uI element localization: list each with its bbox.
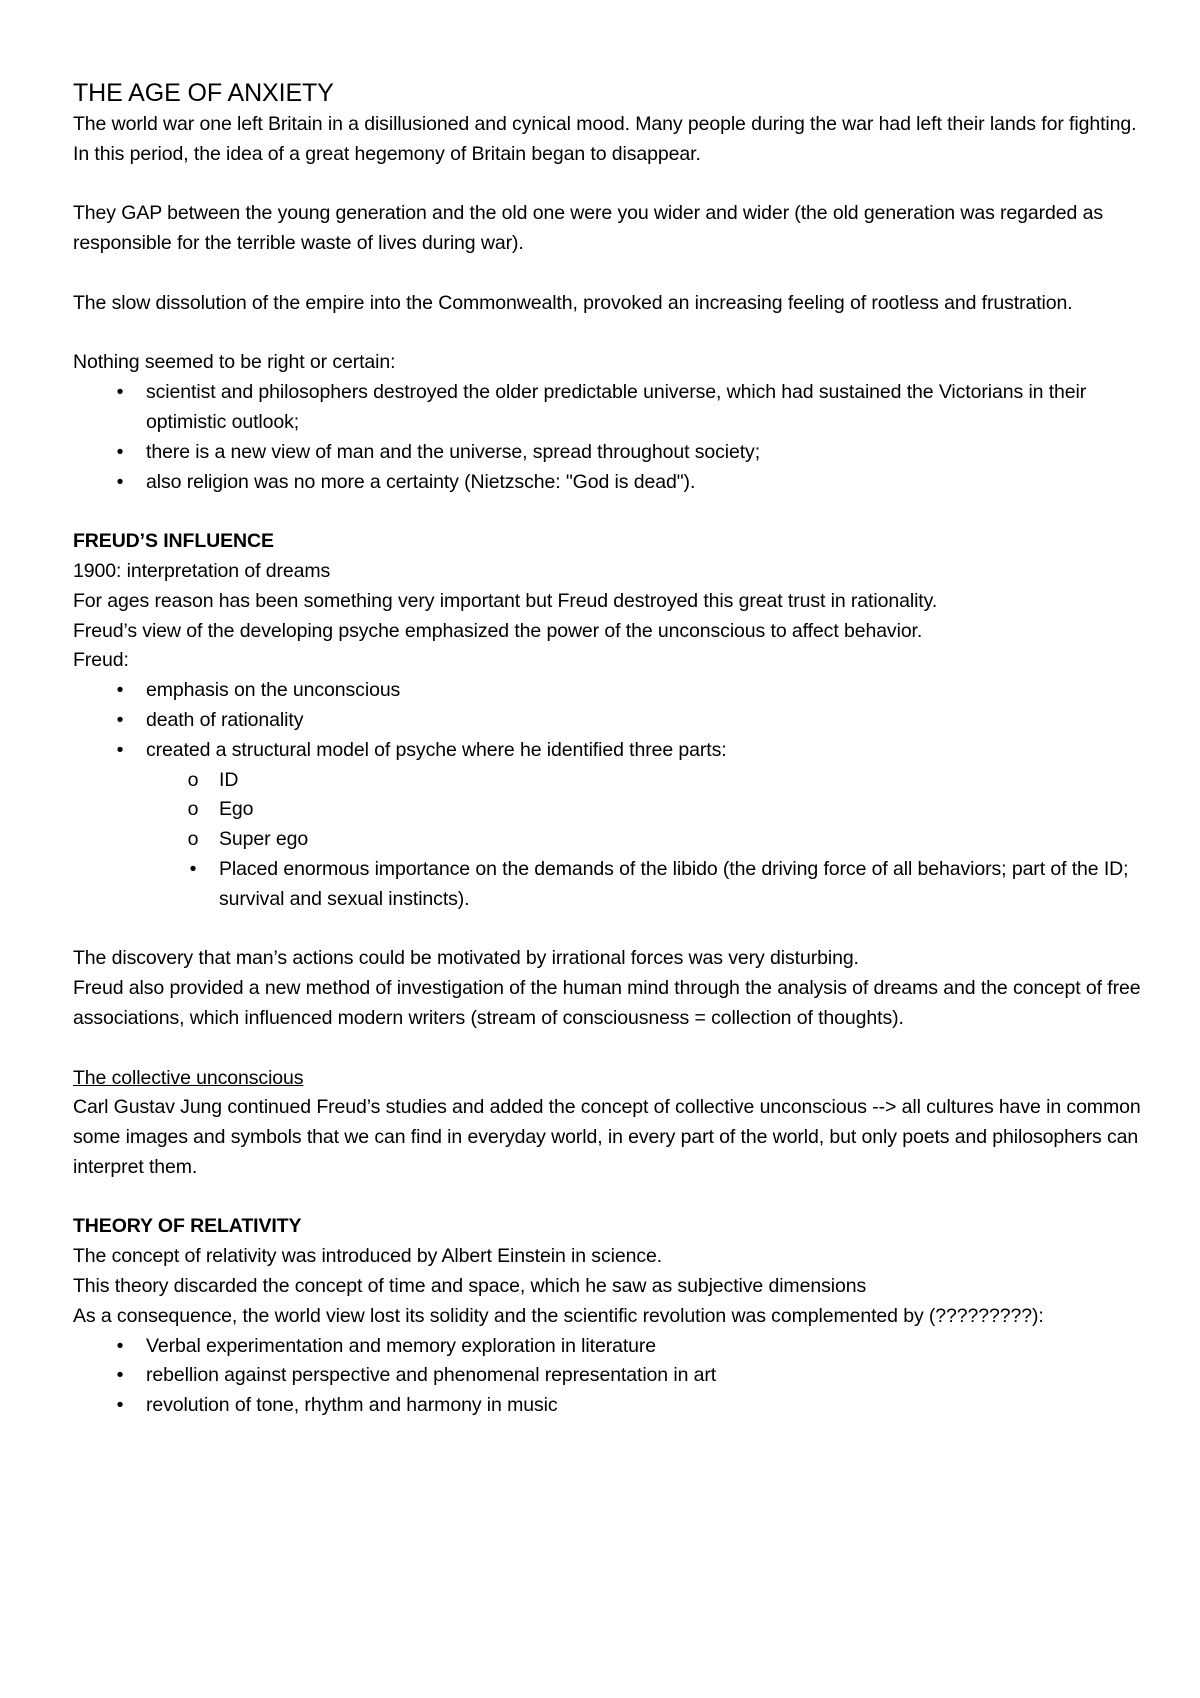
list-item [73, 438, 1143, 468]
section-heading-freud: FREUD’S INFLUENCE [73, 530, 274, 553]
list-item-text: ID [219, 768, 239, 791]
freud-line-3: Freud’s view of the developing psyche emphasized the power of the unconscious to affect behavior. [73, 619, 923, 642]
relativity-bullet-list [73, 1332, 1143, 1421]
bullet-icon: • [116, 1364, 124, 1387]
spacer [73, 1183, 1143, 1213]
bullet-icon: • [116, 738, 124, 761]
psyche-parts-list [146, 766, 1143, 915]
spacer [73, 1034, 1143, 1064]
spacer [73, 915, 1143, 945]
list-item-text: Placed enormous importance on the demands of the libido (the driving force of all behaviors; part of the ID; survival and sexual instincts). [219, 857, 1129, 910]
spacer [73, 170, 1143, 200]
section-heading-collective: The collective unconscious [73, 1066, 304, 1089]
list-item-text: scientist and philosophers destroyed the older predictable universe, which had sustained the Victorians in their optimistic outlook; [146, 381, 1087, 433]
list-item-text: Verbal experimentation and memory exploration in literature [146, 1334, 657, 1357]
list-item-text: death of rationality [146, 708, 304, 731]
freud-line-1: 1900: interpretation of dreams [73, 559, 331, 582]
list-item [73, 1332, 1143, 1362]
spacer [73, 497, 1143, 527]
bullet-icon: • [116, 1394, 124, 1417]
list-item [73, 1391, 1143, 1421]
section-heading-relativity: THEORY OF RELATIVITY [73, 1215, 302, 1238]
list-item-text: Ego [219, 798, 254, 821]
list-item [146, 766, 1143, 796]
list-item-text: emphasis on the unconscious [146, 679, 401, 702]
list-item-text: revolution of tone, rhythm and harmony in music [146, 1394, 558, 1417]
circle-bullet-icon: o [187, 828, 199, 851]
list-item [73, 676, 1143, 706]
bullet-icon: • [189, 857, 197, 880]
list-item-text: also religion was no more a certainty (Nietzsche: "God is dead"). [146, 470, 696, 493]
intro-paragraph-2: They GAP between the young generation and the old one were you wider and wider (the old generation was regarded as responsible for the terrible waste of lives during war). [73, 202, 1104, 255]
list-item-text: rebellion against perspective and phenomenal representation in art [146, 1364, 717, 1387]
bullet-icon: • [116, 708, 124, 731]
freud-line-2: For ages reason has been something very important but Freud destroyed this great trust in rationality. [73, 589, 938, 612]
list-item-text: Super ego [219, 828, 309, 851]
freud-bullet-list [73, 676, 1143, 914]
relativity-line-3: As a consequence, the world view lost its solidity and the scientific revolution was complemented by (?????????): [73, 1304, 1044, 1327]
bullet-icon: • [116, 470, 124, 493]
intro-paragraph-4: Nothing seemed to be right or certain: [73, 351, 396, 374]
intro-bullet-list [73, 378, 1143, 497]
bullet-icon: • [116, 440, 124, 463]
intro-paragraph-1: The world war one left Britain in a disillusioned and cynical mood. Many people during the war had left their lands for fighting. In this period, the idea of a great hegemony of Britain began to disappear. [73, 113, 1137, 165]
list-item [73, 468, 1143, 498]
intro-paragraph-3: The slow dissolution of the empire into the Commonwealth, provoked an increasing feeling of rootless and frustration. [73, 291, 1073, 314]
relativity-line-1: The concept of relativity was introduced by Albert Einstein in science. [73, 1245, 663, 1268]
list-item [73, 706, 1143, 736]
list-item [73, 736, 1143, 915]
circle-bullet-icon: o [187, 768, 199, 791]
relativity-line-2: This theory discarded the concept of time and space, which he saw as subjective dimensions [73, 1275, 867, 1298]
document-page [73, 76, 1143, 1421]
list-item [73, 378, 1143, 438]
freud-discovery-paragraph: The discovery that man’s actions could be motivated by irrational forces was very disturbing. [73, 947, 859, 970]
list-item [146, 795, 1143, 825]
bullet-icon: • [116, 1334, 124, 1357]
spacer [73, 319, 1143, 349]
collective-paragraph: Carl Gustav Jung continued Freud’s studies and added the concept of collective unconscious --> all cultures have in common some images and symbols that we can find in everyday world, in every part of the world, but only poets and philosophers can interpret them. [73, 1096, 1141, 1178]
list-item-text: there is a new view of man and the universe, spread throughout society; [146, 440, 761, 463]
freud-line-4: Freud: [73, 649, 129, 672]
bullet-icon: • [116, 679, 124, 702]
circle-bullet-icon: o [187, 798, 199, 821]
list-item-text: created a structural model of psyche where he identified three parts: [146, 738, 727, 761]
bullet-icon: • [116, 381, 124, 404]
list-item [73, 1361, 1143, 1391]
list-item [146, 825, 1143, 855]
page-title: THE AGE OF ANXIETY [73, 79, 334, 107]
freud-method-paragraph: Freud also provided a new method of investigation of the human mind through the analysis of dreams and the concept of free associations, which influenced modern writers (stream of consciousness = collection of thoughts). [73, 977, 1141, 1029]
list-item [146, 855, 1143, 915]
spacer [73, 259, 1143, 289]
